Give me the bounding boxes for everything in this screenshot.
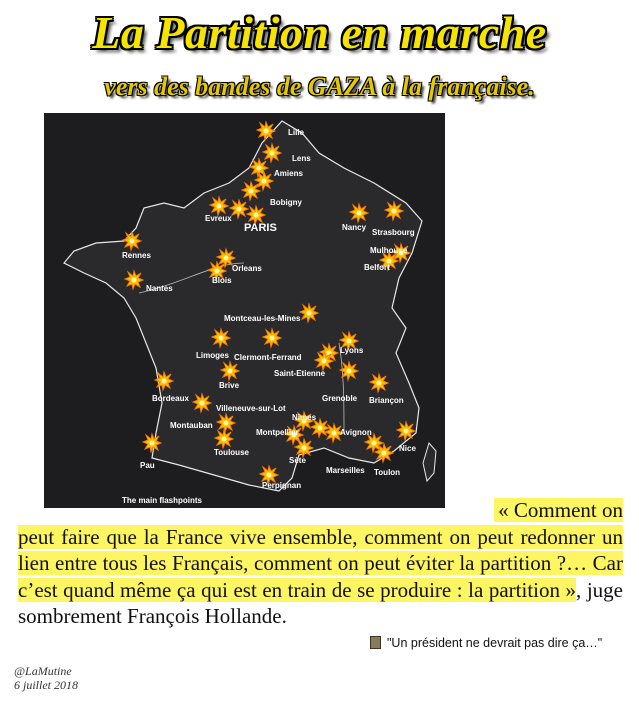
city-label: Orleans: [232, 264, 262, 273]
city-label: Evreux: [205, 214, 232, 223]
map-caption: The main flashpoints: [122, 496, 203, 505]
city-label: Briançon: [369, 396, 404, 405]
source-reference: [370, 636, 602, 650]
quote-first-line: [18, 497, 623, 524]
city-label: Grenoble: [322, 394, 358, 403]
city-label: Bobigny: [270, 198, 302, 207]
city-label: Clermont-Ferrand: [234, 353, 302, 362]
city-label: Lyons: [340, 346, 364, 355]
city-label: Amiens: [274, 169, 303, 178]
city-label: Villeneuve-sur-Lot: [216, 404, 286, 413]
city-label: Nantes: [146, 284, 173, 293]
city-label: Toulon: [374, 468, 401, 477]
city-label: Limoges: [196, 351, 229, 360]
page-title: La Partition en marche: [92, 7, 547, 58]
city-label: Mulhouse: [370, 246, 408, 255]
city-label: Marseilles: [326, 466, 365, 475]
city-label: Pau: [140, 461, 155, 470]
city-label: Montceau-les-Mines: [224, 314, 301, 323]
city-label: Montpellier: [256, 428, 299, 437]
city-label: Avignon: [340, 428, 372, 437]
city-label: Saint-Etienne: [274, 369, 326, 378]
city-label: Lens: [292, 154, 311, 163]
city-label: Nimes: [292, 413, 317, 422]
quote-first-line-text: « Comment on: [494, 498, 623, 522]
city-label: Strasbourg: [372, 228, 415, 237]
city-label: Bordeaux: [152, 394, 189, 403]
city-label: Sète: [289, 456, 306, 465]
map-svg: [44, 113, 445, 508]
book-icon: [370, 636, 381, 649]
city-label: Rennes: [122, 251, 151, 260]
quote-highlighted-text: peut faire que la France vive ensemble, comment on peut redonner un lien entre tous les Français, comment on peut éviter la partition ?… Car c’est quand même ça qui est en train de se produire : la partition »: [18, 524, 623, 602]
city-label: Toulouse: [214, 448, 249, 457]
city-label: Blois: [212, 276, 232, 285]
quote-block: [18, 497, 623, 630]
city-label: Belfort: [364, 263, 390, 272]
source-title: "Un président ne devrait pas dire ça…": [387, 636, 603, 650]
france-flashpoints-map: [44, 113, 445, 508]
city-label: Montauban: [170, 421, 213, 430]
city-label: Perpignan: [262, 481, 302, 490]
credit-block: [14, 664, 78, 692]
city-label: Nice: [399, 444, 416, 453]
city-label: Lille: [288, 128, 305, 137]
author-handle: @LaMutine: [14, 664, 72, 678]
corsica-outline: [423, 443, 436, 481]
city-label: PARIS: [244, 222, 277, 234]
page-subtitle: vers des bandes de GAZA à la française.: [104, 72, 535, 101]
quote-attribution: , juge sombrement François Hollande.: [18, 577, 623, 628]
city-label: Brive: [219, 381, 240, 390]
publish-date: 6 juillet 2018: [14, 678, 78, 692]
city-label: Nancy: [342, 223, 367, 232]
